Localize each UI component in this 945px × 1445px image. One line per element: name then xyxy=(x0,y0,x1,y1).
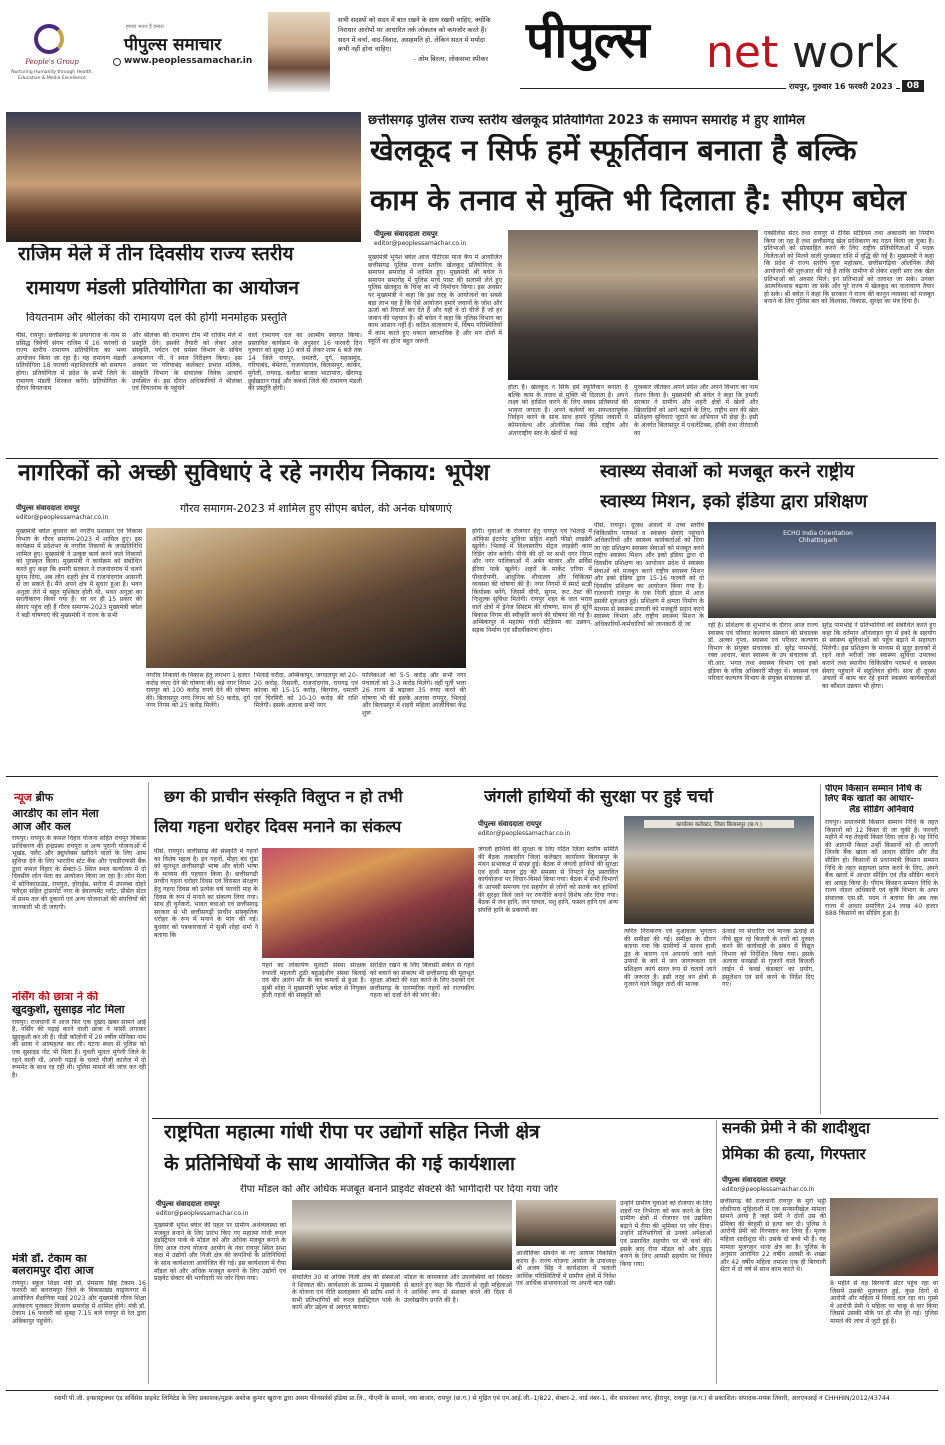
brief-item-title-1: मंत्री डॉ. टेकाम का xyxy=(12,1252,87,1265)
brief-divider xyxy=(148,782,149,1384)
lead-kicker: छत्तीसगढ़ पुलिस राज्य स्तरीय खेलकूद प्रतियोगिता 2023 के समापन समारोह में हुए शामिल xyxy=(368,114,806,128)
page-number: 08 xyxy=(902,80,924,92)
ripa-byline xyxy=(156,1200,286,1218)
nagar-byline-text: पीपुल्स संवाददाता रायपुर xyxy=(16,504,80,512)
ripa-subheadline: रीपा मॉडल को और अधिक मजबूत बनाने प्राइवेट सेक्टर्स की भागीदारी पर दिया गया जोर xyxy=(240,1184,558,1195)
elephant-email: editor@peoplessamachar.co.in xyxy=(478,830,571,837)
brief-item xyxy=(12,1253,146,1386)
ramayan-headline-1: राजिम मेले में तीन दिवसीय राज्य स्तरीय xyxy=(18,244,294,265)
group-tagline: Nurturing Humanity through Health, Education & Media Excellence xyxy=(11,70,93,81)
ripa-byline-text: पीपुल्स संवाददाता रायपुर xyxy=(156,1200,220,1208)
gahna-headline-1: छग की प्राचीन संस्कृति विलुप्त न हो तभी xyxy=(164,788,403,806)
nagar-award-photo xyxy=(146,528,466,668)
ripa-col-3: मॉडल के कामकाज और उपलब्धियों को विस्तार से बताते हुए कहा कि गौठानों से जुड़ी महिलाओं ने आर्थिक रूप से सशक्त बनने की दिशा में उल्लेखनीय प्रगति की है। xyxy=(404,1274,512,1304)
ramayan-col-2: और श्रीलंका की रामायण टीम भी राजिम मेले में प्रस्तुति देंगे। इसकी तैयारी को लेकर आज संस्कृति, पर्यटन एवं धर्मस्व विभाग के सचिव अन्बलगन पी. ने स्थल निरीक्षण किया। इस अवसर पर गरियाबंद कलेक्टर प्रभात मलिक, संस्कृति विभाग के संचालक विवेक आचार्य उपस्थित थे। इस दौरान अधिकारियों ने श्रीलंका एवं वियतनाम के पहुंचने xyxy=(132,332,242,393)
dateline: रायपुर, गुरुवार 16 फरवरी 2023 xyxy=(786,81,896,92)
quote-text xyxy=(338,16,498,65)
brief-item xyxy=(12,991,146,1248)
nagar-col-3: भिलाई चरौदा, अम्बिकापुर, जगदलपुर को 20-20 करोड़, रिसाली, राजनांदगांव, रायगढ़ एवं कोरबा को 15-15 करोड़, बिरगांव, धमतरी एवं चिरमिरी को 10-10 करोड़ की राशि मिलेगी। इसके अलावा सभी नगर xyxy=(254,672,358,710)
murder-byline xyxy=(722,1176,862,1194)
ripa-email: editor@peoplessamachar.co.in xyxy=(156,1210,249,1217)
pm-kisan-headline-1: पीएम किसान सम्मान निधि के xyxy=(825,784,922,794)
nagar-col-4: पालिकाओं को 5-5 करोड़ और सभी नगर पंचायतों को 3-3 करोड़ मिलेंगे। वहीं पूर्ती भत्ता 26 राज्य से बढ़ाकर 35 रुपए करने की घोषणा भी की इसके अलावा रायपुर, भिलाई और बिलासपुर में शहरी महिला आजीविका केंद्र शुरू xyxy=(362,672,466,717)
pm-kisan-headline-2: लिए बैंक खातों का आधार- xyxy=(825,794,914,805)
murder-divider xyxy=(716,1120,717,1384)
gahna-col-1: पीसं, रायपुर। छत्तीसगढ़ की संस्कृति में गहनों का विशेष महत्व है। इन गहनों, मीहर बंद गुंडा को मूलभूत छत्तीसगढ़ी भाषा और बोली भाषा के माध्यम की पहचान किया है। छत्तीसगढ़ी प्राचीन गहना धरोहर दिवस एवं विरासत संरक्षण हेतु गहना दिवस को प्रत्येक वर्ष फरवरी माह के दिवस के रूप में मनाने का संकल्प लिया गया। साथ ही चुनेकरो, भावत बचाओ एवं छत्तीसगढ़ सरकार से भी छत्तीसगढ़ी प्राचीन सांस्कृतिक धरोहर के रूप में मनाने के मांग की गई। बुधवार को पत्रकारवार्ता में सुश्री शोहा शर्मा ने बताया कि xyxy=(154,848,258,939)
nagar-subheadline: गौरव समागम-2023 में शामिल हुए सीएम बघेल, की अनेक घोषणाएं xyxy=(180,503,452,515)
murder-col-1: छत्तीसगढ़ की राजधानी रायपुर के मुर्रा भट्ठी लोधीपारा मुहिलाशी में एक सनसनीखेज मामला सामने आया है जहां प्रेमी ने दोनों उस की प्रेमिका की बेरहमी से हत्या कर दी। पुलिस ने आरोपी प्रेमी को गिरफ्तार कर लिया है। मृतक महिला शादीशुदा थी। उसके दो बच्चे भी हैं। यह मामला मुजगहन थाना क्षेत्र का है। पुलिस के अनुसार आरोपित 22 वर्षीय अलसी के शख्स और 42 वर्षीय महिला तमाशा एक ही बिरयानी सेंटर में दो वर्ष से साथ काम करते थे। xyxy=(720,1198,826,1274)
quote-author: - ओम बिरला, लोकसभा स्पीकर xyxy=(413,55,488,64)
section-divider-2 xyxy=(6,776,938,777)
news-brief-label xyxy=(14,790,53,805)
lead-col-2: होता है। खेलकूद न सिर्फ हमें स्फूर्तिवान बनाता है बल्कि काम के तनाव से मुक्ति भी दिलाता है। अपने लक्ष्य को हासिल करने के लिए स्वस्थ प्रतिस्पर्धा की भावना जगाता है। अपने कर्तव्यों का सफलतापूर्वक निर्वहन करने के साथ साथ हमारे पुलिस जवानों ने कॉमनवेल्थ और ओलंपिक गेम्स जैसे राष्ट्रीय और अंतरराष्ट्रीय स्तर के खेलों में कई xyxy=(508,384,628,437)
elephant-col-2: त्वरित निराकरण एवं मुआवजा भुगतान की समीक्षा की गई। समीक्षा के दौरान बताया गया कि ग्रामीणों में मानव हाथी द्वंद के कारण एवं अपनाये जाने वाले उपायों के बारे में जन जागरूकता एवं प्रशिक्षण कार्य सतत रूप से चलाये जाने की जरूरत है। इसी तरह वन क्षेत्रों से गुजरने वाले विद्युत तारों की मानक xyxy=(624,928,716,989)
brief-item-body: रायपुर। रायपुर के कमल विहार योजना सहित रायपुर विकास प्राधिकरण की इन्द्रप्रस्थ रायपुरा व अन्य पुरानी योजनाओं में भूखंड, फ्लैट और ड्युप्लेक्स खरीदने वालों के लिए आम सुविधा देने के लिए भारतीय स्टेट बैंक और एचडीएफसी बैंक द्वारा कमल विहार के सेक्टर-5 स्थित स्थल कार्यालय में दो दिवसीय लोन मेला का आयोजन किया जा रहा है। लोन मेला में सोनिकाग्राउंड, रायपुरा, होराईस, सरोना में उपलब्ध दोहरे फ्लैट्स सहित ट्रांसपोर्ट नगर के डेवलपमेंट प्लॉट, प्रीसेल सेंटर में प्रथम तल की दुकानों एवं अन्य योजनाओं की संपत्तियों की जानकारी भी दी जाएगी। xyxy=(12,835,146,911)
ramayan-col-1: पीसं, रायपुर। छत्तीसगढ़ के प्रयागराज के नाम से प्रसिद्ध त्रिवेणी संगम राजिम में 16 फरवरी से राज्य स्तरीय रामायण प्रतियोगिता का भव्य आयोजन किया जा रहा है। यह रामायण मंडली प्रतियोगिता 18 फरवरी महाशिवरात्रि को समापन होगा। प्रतियोगिता में प्रदेश के सभी जिले के रामायण मंडली शिरकत करेंगे। प्रतियोगिता के दौरान वियतनाम xyxy=(16,332,126,393)
ripa-speaker-photo xyxy=(516,1200,616,1246)
lead-headline-1: खेलकूद न सिर्फ हमें स्फूर्तिवान बनाता है बल्कि xyxy=(370,134,857,167)
elephant-meeting-photo xyxy=(624,816,814,924)
brief-item-title-1: आरडीए का लोन मेला xyxy=(12,808,99,820)
health-photo-caption: ECHO India Orientation Chhattisgarh xyxy=(783,530,853,544)
section-divider-1 xyxy=(6,458,938,459)
imprint-line: स्वामी पी.जी. इन्फ्रास्ट्रक्चर एंड सर्विसेस प्राइवेट लिमिटेड के लिए प्रकाशक/मुद्रक अशोक कुमार खुराना द्वारा असम फीनसर्वर्स इंडिया प्रा.लि., पीएमी के सामने, नया बाजार, रायपुर (छ.ग.) से मुद्रित एवं एम.आई.जी.-1/822, सेक्टर-2, वार्ड नंबर-1, वीर सावरकर नगर, हीरापुर, रायपुर (छ.ग.) से प्रकाशित। संपादक-मयंक तिवारी, आरएनआई नं CHHHIN/2012/43744 xyxy=(54,1395,890,1402)
health-col-2: रही है। प्रशिक्षण के शुभारंभ के दौरान आज राज्य स्वास्थ्य एवं परिवार कल्याण संस्थान की संचालक डॉ. अल्का गुप्ता, स्वास्थ्य एवं परिवार कल्याण विभाग के संयुक्त संचालक डॉ. सुरेंद्र पामभोई, रक्त आधान, बाल स्वास्थ्य के उप संचालक डॉ. वी.आर. भगत तथा स्वास्थ्य विभाग एवं इको इंडिया के वरिष्ठ अधिकारी मौजूद थे। स्वास्थ्य एवं परिवार कल्याण विभाग के संयुक्त संचालक डॉ. xyxy=(708,622,818,683)
murder-col-2: 8 महीने से वह बिरयानी सेंटर पहुंच रहा था जिसमें उसकी मुलाकात हुई, कुछ दिनों से आरोपी और महिला में विवाद चल रहा था। गुस्से में आरोपी प्रेमी ने महिला पर चाकू से वार किया जिससे उसकी मौके पर ही मौत हो गई। पुलिस मामले की जांच में जुटी हुई है। xyxy=(830,1280,938,1325)
speaker-portrait xyxy=(268,12,330,92)
lead-col-3: पुरस्कार जीतकर अपने प्रदेश और अपने विभाग का नाम रोशन किया है। मुख्यमंत्री श्री बघेल ने कहा कि हमारी सरकार ने ग्रामीण और शहरी क्षेत्रों में खेलों और खिलाड़ियों को आगे बढ़ाने के लिए, राष्ट्रीय स्तर की खेल प्रशिक्षण सुविधाएं जुटाने का अभियान भी छेड़ा है। इसी के अंतर्गत बिलासपुर में एथलेटिक्स, हॉकी तथा तीरंदाजी का xyxy=(634,384,758,437)
nagar-col-5: होंगी। युवाओं के रोजगार हेतु रायपुर एवं भिलाई में ऑफिस इंटरनेट सुविधा सहित शहरी फीडो लाइब्रेरी खुलेंगे। भिलाई में विश्वस्तरीय सेंट्रल लाइब्रेरी काम रिडिंग जोन बनेगी। पीपी की दरें पर सभी नगर निगम और नगर पालिकाओं में अर्बन बाजार और सर्विस ईरिया पाकें खुलेंगे। शहरों के मार्केट एरिया में पौधारोपणी, आधुनिक शौचालय और चिकित्सा व्यवस्था की घोषणा की है। नगर निगमों में स्मार्ट स्टडी कियोस्क बनेंगे, जिसमें वीपी, सुगम, रूट टेस्ट की निःशुल्क सुविधा मिलेगी। रायपुर शहर के जल भराव वाले क्षेत्रों में ड्रेनेज सिस्टम की घोषणा, साथ ही सूचि बिकास निगम की स्वीकृति करने की घोषणा की गई है। अम्बिकापुर में महात्मा गांधी स्टेडियम का उन्नयन, सड़क निर्माण एवं सौंदर्यीकरण होगा। xyxy=(472,528,592,634)
brief-item-body: रायपुर। राजधानी में आज फिर एक दुखद खबर सामने आई है, नर्सिंग की पढ़ाई करने वाली छात्रा ने फांसी लगाकर खुदकुशी कर ली है। पीडी कॉलोनी में 20 वर्षीय मोनिका नाम की छात्रा ने आत्महत्या कर ली। घटना स्थल से पुलिस को एक सुसाइड नोट भी मिला है। युवती मूलतः मुंगेली जिले के रहने वाली थी, अपनी पढ़ाई के चलते पीजी कालेज में दो रूममेट के साथ रह रही थी। पुलिस मामले की जांच कर रही है। xyxy=(12,1018,146,1079)
nagar-byline xyxy=(16,504,146,522)
gahna-photo xyxy=(262,848,474,958)
murder-photo xyxy=(830,1198,938,1276)
brand-work: work xyxy=(792,27,899,78)
pm-kisan-body: रायपुर। प्रधानमंत्री किसान सम्मान निधि के तहत किसानों को 12 किस्त दी जा चुकी है। फरवरी महीने में यह तेरहवीं किस्त दिया जाना है। यह निधि की आगामी किस्त उन्हीं किसानों को दी जाएगी जिनके बैंक खाता को आधार सीडिंग और लैंड सीडिंग हो। किसानों से प्रधानमंत्री किसान सम्मान निधि के तहत सहायता प्राप्त करने के लिए, अपने बैंक खातों में आधार सीडिंग एवं लैंड सीडिंग कराने का आग्रह किया है। पीएम किसान सम्मान निधि के राज्य नोडल अधिकारी एवं कृषि विभाग के अपर संचालक एस.सी. पदम ने बताया कि अब तक राज्य में आधार प्रमाणित 24 लाख 40 हजार 888 किसानों का सीडिंग हुआ है। xyxy=(825,819,938,918)
lead-headline-2: काम के तनाव से मुक्ति भी दिलाता है: सीएम बघेल xyxy=(370,184,906,217)
ramayan-stage-photo xyxy=(6,112,361,242)
health-headline-2: स्वास्थ्य मिशन, इको इंडिया द्वारा प्रशिक्षण xyxy=(600,492,868,512)
gahna-col-2: गहने का लोकार्पण मुलाटी संस्था संरक्षक रुपाली महतारी ठुठी बहुउद्देशीय संस्था बिलाई एवं बीर अलंग मौर के कर कमलों से हुआ है। सुश्री शोहा ने मुख्यमंत्री भूपेश बघेल से नियुक्त होती गहनों की संस्कृति को xyxy=(262,962,366,1000)
section-divider-3 xyxy=(152,1118,938,1119)
group-name: People's Group xyxy=(25,58,79,66)
murder-email: editor@peoplessamachar.co.in xyxy=(722,1186,815,1193)
footer-rule xyxy=(6,1390,938,1391)
elephant-col-3: ऊंचाई पर संधारित एवं मानक ऊंचाई से नीचे झूल रहे बिजली के तारों को दुरुस्त करने की कार्यवाही के संबंध में विद्युत विभाग को निर्देशित किया गया। इसके अलावा वनखंडों से गुजरने वाले बिजली लाईन में कवर्ड कंडक्टर का प्रयोग, इंसुलेशन एवं सर्वे करने के निर्देश दिए गए। xyxy=(722,928,814,989)
pm-kisan-headline-3: लैंड सीडिंग अनिवार्य xyxy=(849,804,914,815)
nagar-headline: नागरिकों को अच्छी सुविधाएं दे रहे नगरीय निकाय: भूपेश xyxy=(18,460,490,486)
news-brief-label-1: न्यूज xyxy=(14,791,32,804)
murder-byline-text: पीपुल्स संवाददाता रायपुर xyxy=(722,1176,786,1184)
peoples-group-logo xyxy=(34,24,64,54)
brief-item-title-2: बलरामपुर दौरा आज xyxy=(12,1265,94,1278)
elephant-headline: जंगली हाथियों की सुरक्षा पर हुई चर्चा xyxy=(484,788,714,807)
masthead xyxy=(0,0,945,104)
elephant-byline-text: पीपुल्स संवाददाता रायपुर xyxy=(478,820,542,828)
ripa-col-2: संचालित 30 से अधिक निजी क्षेत्र की संस्थाओं ने शिरकत की। कार्यशाला के प्रारम्भ में मुख्यमंत्री के योजना एवं नीति सलाहकार श्री प्रदीप शर्मा ने सभी प्रतिभागियों को रूरल इंडस्ट्रियल पार्क के कार्य और उद्देश्य से अवगत कराया। xyxy=(292,1274,400,1312)
news-brief-list xyxy=(12,808,146,1386)
lead-email: editor@peoplessamachar.co.in xyxy=(374,240,467,247)
ripa-workshop-photo xyxy=(292,1200,512,1270)
lead-col-4: एक्सीलेंस सेंटर तथा रायपुर में टेनिस स्टेडियम तथा अकादमी का निर्माण किया जा रहा है तथा छत्तीसगढ़ खेल प्राधिकरण का गठन किया जा चुका है। प्रतिभाओं को प्रोत्साहित करने के लिए राष्ट्रीय प्रतियोगिताओं में पदक विजेताओं को मिलने वाली पुरस्कार राशि में वृद्धि की गई है। मुख्यमंत्री ने कहा कि प्रदेश में राज्य स्तरीय युवा महोत्सव, छत्तीसगढ़िया ओलंपिक जैसे आयोजनों की शुरुआत की गई है ताकि ग्रामीण से लेकर शहरी स्तर तक खेल प्रतिभाओं को अवसर मिले। इन प्रतिभाओं को तलाशा जा सके। उनका आत्मविश्वास बढ़ाया जा सके और पूरे राज्य में खेलकूद का वातावरण तैयार हो सके। श्री बघेल ने कहा कि सरकार ने राज्य की कानून व्यवस्था को मजबूत बनाने के लिए पुलिस बल को विश्वास, विकास, सुरक्षा का मंत्र दिया है। xyxy=(764,230,934,306)
nagar-email: editor@peoplessamachar.co.in xyxy=(16,514,109,521)
paper-logo: पीपुल्स समाचार xyxy=(124,35,222,55)
news-brief-label-2: ब्रीफ xyxy=(35,791,54,804)
brief-item-title-2: आज और कल xyxy=(12,820,71,833)
ripa-col-1: मुख्यमंत्री भूपेश बघेल की पहल पर ग्रामीण अर्थव्यवस्था को मजबूत बनाने के लिए प्रारंभ किए गए महात्मा गांधी रूरल इंडस्ट्रियल पार्क के मॉडल को और अधिक मजबूत बनाने के लिए आज राज्य योजना आयोग के नवा रायपुर स्थित सभा कक्ष में उद्योगों और निजी क्षेत्र की कंपनियों के प्रतिनिधियों के साथ कार्यशाला आयोजित की गई। इस कार्यशाला में रीपा मॉडल को और अधिक मजबूत बनाने के लिए उद्योगों एवं प्राइवेट सेक्टर की भागीदारी पर जोर दिया गया। xyxy=(154,1222,286,1283)
health-training-photo xyxy=(708,522,936,618)
gahna-headline-2: लिया गहना धरोहर दिवस मनाने का संकल्प xyxy=(154,818,402,836)
brief-item-title-1: नर्सिंग की छात्रा ने की xyxy=(12,991,99,1004)
ripa-col-5: उन्होंने ग्रामीण युवाओं को रोजगार के लिए शहरों पर निर्भरता को कम करने के लिए ग्रामीण क्षेत्रों में रोजगार एवं उद्यमिता बढ़ाने में रीपा की भूमिका पर जोर दिया। उन्होंने प्रतिभागियों से उनको अपेक्षाओं एवं प्रस्तावित सहयोग पर भी चर्चा की। इसके बाद रीपा मॉडल को और सुदृढ़ बनाने के लिए आपसी सहयोग पर विचार किया गया। xyxy=(620,1200,712,1268)
brand-net: net xyxy=(706,27,779,78)
health-col-1: पीसं, रायपुर। दूरस्थ अंचलों में उच्च स्तरीय चिकित्सीय परामर्श व स्वास्थ्य सेवाएं पहुंचाने अधिकारियों और स्वास्थ्य कार्यकर्ताओं को दिया जा रहा प्रशिक्षण स्वास्थ्य सेवाओं को मजबूत करने राष्ट्रीय स्वास्थ्य मिशन और इको इंडिया द्वारा दो दिवसीय प्रशिक्षण का आयोजन प्रदेश में स्वास्थ्य सेवाओं को मजबूत करने राष्ट्रीय स्वास्थ्य मिशन और इको इंडिया द्वारा 15-16 फरवरी को दो दिवसीय प्रशिक्षण का आयोजन किया गया है। राजधानी रायपुर के एक निजी होटल में आज इसकी शुरुआत हुई। प्रशिक्षण में क्षमता निर्माण के माध्यम से स्वास्थ्य प्रणाली को मजबूती प्रदान करने स्वास्थ्य विभाग और राष्ट्रीय स्वास्थ्य मिशन के अधिकारियों-कर्मचारियों को जानकारी दी जा xyxy=(594,522,704,628)
murder-headline-2: प्रेमिका की हत्या, गिरफ्तार xyxy=(722,1146,866,1163)
elephant-photo-caption: कार्यालय कलेक्टर, जिला बिलासपुर (छ.ग.) xyxy=(644,820,794,828)
globe-icon xyxy=(113,58,121,66)
brief-item-title-2: खुदकुशी, सुसाइड नोट मिला xyxy=(12,1003,125,1016)
ramayan-col-3: वाले रामायण दल का आत्मीय स्वागत किया। प्रस्तावित कार्यक्रम के अनुसार 16 फरवरी दिन गुरुवार को सुबह 10 बजे से लेकर शाम 6 बजे तक 14 जिले रायपुर, धमतरी, दुर्ग, महासमुंद, गरियाबंद, बेमेतरा, राजनांदगांव, बिलासपुर, कांकेर, मुंगेली, रायगढ़, बलौदा बाजार भाटापारा, खैरागढ़ छुईखदान गंडई और कबर्धा जिले की रामायण मंडली की प्रस्तुति होगी। xyxy=(248,332,362,393)
gahna-col-3: संरक्षित रखने के लिए बिलासी संकेत से गहने को बचाने का संकल्प भी छत्तीसगढ़ की मूलभूत सुरक्षा ऑक्टो की रक्षा करने के लिए दशकों एवं छत्तीसगढ़ के पारम्परिक गहनों को राज्यकीय गहना को दर्जा देने की मांग की। xyxy=(370,962,474,1000)
ripa-headline-1: राष्ट्रपिता महात्मा गांधी रीपा पर उद्योगों सहित निजी क्षेत्र xyxy=(164,1122,540,1143)
quote-body: सभी सदस्यों को सदन में बात रखने के साथ रखनी चाहिए, क्योंकि निराधार आरोपों पर आधारित तर्क लोकतंत्र को कमजोर करते हैं। सदन में चर्चा, वाद-विवाद, असहमति हो, लेकिन सदन में मर्यादा कभी नहीं होना चाहिए। xyxy=(338,16,491,54)
brief-item xyxy=(12,808,146,987)
ramayan-headline-2: रामायण मंडली प्रतियोगिता का आयोजन xyxy=(26,278,299,299)
ripa-headline-2: के प्रतिनिधियों के साथ आयोजित की गई कार्यशाला xyxy=(164,1154,515,1175)
elephant-col-1: जंगली हाथियों की सुरक्षा के लिए गठित जिला स्तरीय समिति की बैठक तत्कालीन जिला कलेक्टर कार्यालय बिलासपुर के मंथन सभाकक्ष में संपन्न हुई। बैठक में जंगली हाथियों की सुरक्षा एवं हाथी मानव द्वंद की समस्या से निपटने हेतु प्रस्तावित कार्ययोजना पर विचार-विमर्श किया गया। बैठक में सभी विभागों के आपसी समन्वय एवं सहयोग से लोगों को सतर्क कर हाथियों की सुरक्षा किये जाने पर रणनीति बनाने विशेष जोर दिया गया। बैठक में जन हानि, जन घायल, पशु हानि, फसल हानि एवं अन्य संपत्ति हानि के प्रकरणों का xyxy=(478,846,618,914)
pm-kisan-box xyxy=(820,784,938,1114)
lead-byline-text: पीपुल्स संवाददाता रायपुर xyxy=(374,230,438,238)
paper-tagline: हमारा भारत है हमारा xyxy=(126,24,164,30)
ramayan-subheadline: वियतनाम और श्रीलंका की रामायण दल की होगी मनमोहक प्रस्तुति xyxy=(26,312,287,324)
nagar-col-2: नगरीय निकायों के विकास हेतु लगभग 1 हजार करोड़ रुपए देने की घोषणा की। बड़े नगर निगम रायपुर को 100 करोड़ रुपये देने की घोषणा की। बिलासपुर नगर निगम को 50 करोड़, दुर्ग नगर निगम को 25 करोड़ मिलेंगे। xyxy=(146,672,250,710)
website: www.peoplessamachar.in xyxy=(124,56,253,66)
health-col-3: सुरेंद्र पामभोई ने प्रतिभागियों को संबोधित करते हुए कहा कि वर्तमान ऑनलाइन युग में इको के सहयोग से स्वास्थ्य सुविधाओं को पहुंच बढ़ाने में सहायता मिलेगी। इस प्रशिक्षण के माध्यम से सुदूर इलाकों में रहने वाले मरीजों तक स्वास्थ्य सुविधा उपलब्ध कराने तथा स्थानीय चिकित्सीय परामर्श व स्वास्थ्य सेवाएं पहुंचाने में सहूलियत होगी। साथ ही दूरस्थ अंचलों में काम कर रहे हमारे स्वास्थ्य कार्यकर्ताओं का कौशल उन्नयन भी होगा। xyxy=(822,622,936,690)
health-headline-1: स्वास्थ्य सेवाओं को मजबूत करने राष्ट्रीय xyxy=(600,462,855,482)
nagar-col-1: मुख्यमंत्री बघेल बुधवार को नगरीय प्रशासन एवं विकास विभाग के गौरव समागम-2023 में शामिल हुए। इस कार्यक्रम में प्रदेशभर के नगरीय निकायों के जनप्रतिनिधि शामिल हुए। मुख्यमंत्री ने उत्कृष्ट कार्य करने वाले निकायों को पुरस्कृत किया। मुख्यमंत्री ने कार्यक्रम को संबोधित करते हुए कहा कि हमारी सरकार ने राजनांदगांव में चलने सुगम दिया, अब लोग शहरी क्षेत्र में राजनांदगांव आसानी से जा सकते हैं। मैंने अपने क्षेत्र में सुधार हुआ है। भवन अनुज्ञा लेने में बहुत मुश्किल होती थी, भवन अनुज्ञा का सरलीकरण किया गया है। घर घर ही 15 प्रकार की सेवाएं पहुंच रही हैं गौरव समागम-2023 मुख्यमंत्री बघेल ने बड़ी घोषणाएं की मुख्यमंत्री ने राज्य के सभी xyxy=(16,528,142,619)
brief-item-body: रायपुर। स्कूल शिक्षा मंत्री डॉ. प्रेमसाय सिंह टेकाम 16 फरवरी को बलरामपुर जिले के विकासखंड वाड्रफनगर में आयोजित शैक्षणिक मड़ई 2023 और मुख्यमंत्री गौरव शिक्षा अलंकरण पुरस्कार वितरण समारोह में शामिल होंगे। मंत्री डॉ. टेकाम 16 फरवरी को सुबह 7.15 बजे रायपुर से रेल द्वारा अंबिकापुर पहुंचेंगे। xyxy=(12,1279,146,1325)
ripa-col-4: आजीविका संवर्धन के नए आयाम विकसित करना है। राज्य योजना आयोग के उपाध्यक्ष श्री अजय सिंह ने कार्यशाला में चलाती आर्थिक परिस्थितियों में ग्रामीण क्षेत्रों में निवेश एवं आर्थिक संभावनाओं पर अपनी बात रखी। xyxy=(516,1250,616,1288)
elephant-byline xyxy=(478,820,618,838)
murder-headline-1: सनकी प्रेमी ने की शादीशुदा xyxy=(722,1120,870,1137)
brand-hindi: पीपुल्स xyxy=(526,11,649,69)
lead-col-1: मुख्यमंत्री भूपेश बघेल आज पीटीएस माना कैंप में आयोजित छत्तीसगढ़ पुलिस राज्य स्तरीय खेलकूद प्रतियोगिता के समापन समारोह में शामिल हुए। मुख्यमंत्री श्री बघेल ने समापन समारोह में पुलिस मार्च पास्ट की सलामी लेते हुए पुलिस खेलकूद के चिन्ह का भी विमोचन किया। इस अवसर पर मुख्यमंत्री ने कहा कि इस तरह के आयोजनों का सबसे बड़ा लाभ यह है कि ऐसे आयोजन हमारे जवानों के जोश और ऊर्जा को रिचार्ज कर देते हैं और यही वे दो चीजें हैं जो हर जवान की पहचान है। श्री बघेल ने कहा कि पुलिस विभाग का काम आसान नहीं है। कठिन वातावरण में, विषम परिस्थितियों में काम करते हुए थकान स्वाभाविक है और मन दोनों में स्फूर्ति का होना बहुत जरूरी xyxy=(368,254,502,345)
lead-award-photo xyxy=(508,230,758,380)
